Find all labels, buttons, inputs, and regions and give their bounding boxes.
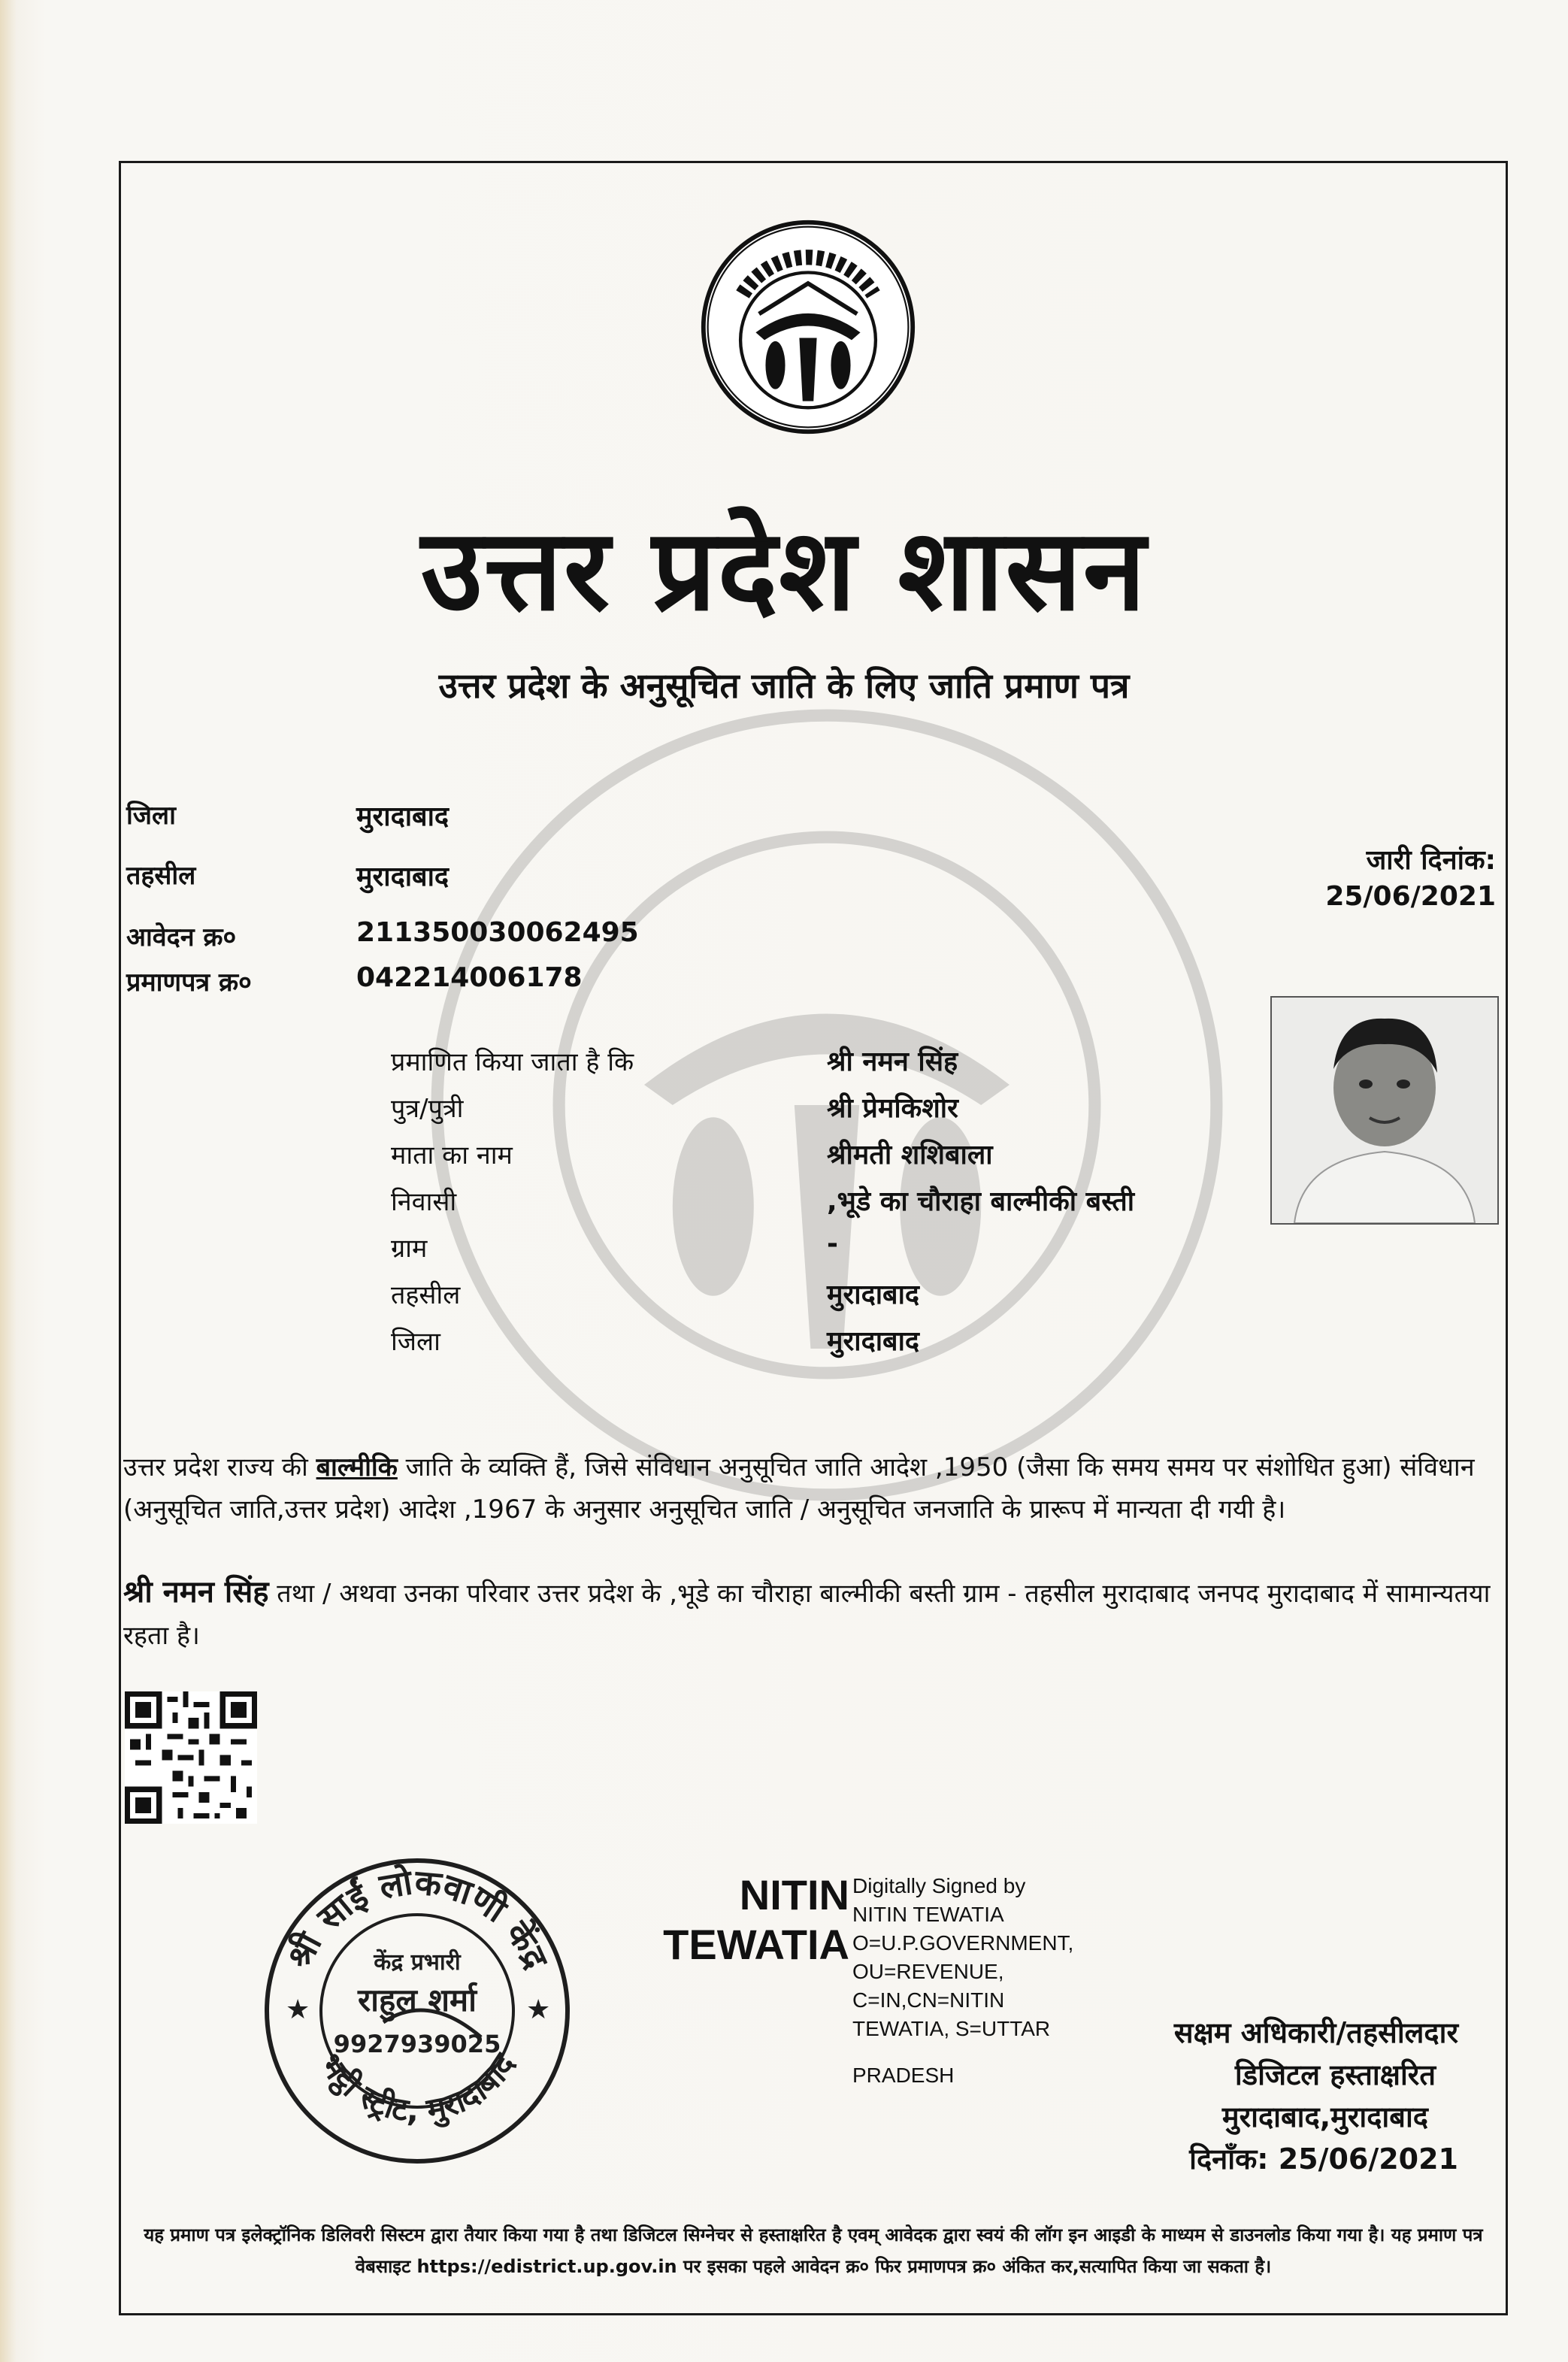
issue-date-label: जारी दिनांक: <box>1366 845 1496 876</box>
stamp-line3: राहुल शर्मा <box>357 1982 477 2018</box>
svg-text:भट्ठी स्ट्रीट, मुरादाबाद <box>312 2046 523 2130</box>
tehsil-value: मुरादाबाद <box>356 862 450 892</box>
stamp-line1: श्री साईं लोकवाणी केंद्र <box>277 1861 557 1975</box>
person-value: - <box>827 1228 838 1259</box>
officer-digital-signed: डिजिटल हस्ताक्षरित <box>1234 2058 1436 2091</box>
signature-detail: O=U.P.GOVERNMENT, <box>852 1931 1074 1955</box>
page-title: उत्तर प्रदेश शासन <box>420 505 1148 636</box>
signature-detail: Digitally Signed by <box>852 1874 1026 1897</box>
application-number-value: 211350030062495 <box>356 917 639 948</box>
officer-location: मुरादाबाद,मुरादाबाद <box>1221 2100 1428 2133</box>
body-text: तथा / अथवा उनका परिवार उत्तर प्रदेश के ,भूडे का चौराहा बाल्मीकी बस्ती ग्राम - तहसील मुरादाबाद जनपद मुरादाबाद में सामान्यतया रहता है। <box>123 1579 1491 1651</box>
signature-detail: C=IN,CN=NITIN <box>852 1988 1005 2012</box>
tehsil-label: तहसील <box>126 861 196 891</box>
certificate-number-label: प्रमाणपत्र क्र० <box>126 968 252 998</box>
stamp-line5: भट्ठी स्ट्रीट, मुरादाबाद <box>311 2046 522 2129</box>
district-value: मुरादाबाद <box>356 801 450 832</box>
person-value: श्रीमती शशिबाला <box>827 1140 993 1170</box>
person-label: निवासी <box>391 1187 457 1217</box>
person-label: ग्राम <box>391 1234 428 1264</box>
signer-name-line1: NITIN <box>739 1871 849 1918</box>
person-label: प्रमाणित किया जाता है कि <box>391 1047 634 1077</box>
residence-paragraph <box>123 1571 1503 1657</box>
signature-detail: TEWATIA, S=UTTAR <box>852 2017 1051 2040</box>
issue-date-value: 25/06/2021 <box>1325 881 1496 912</box>
applicant-photo <box>1270 996 1499 1225</box>
certificate-body-paragraph <box>123 1446 1503 1531</box>
person-value: श्री प्रेमकिशोर <box>827 1093 958 1124</box>
officer-designation: सक्षम अधिकारी/तहसीलदार <box>1173 2016 1458 2049</box>
application-number-label: आवेदन क्र० <box>126 922 237 952</box>
person-label: पुत्र/पुत्री <box>391 1094 464 1124</box>
person-name-bold: श्री नमन सिंह <box>123 1575 269 1609</box>
body-text: उत्तर प्रदेश राज्य की <box>123 1452 316 1482</box>
qr-code <box>125 1691 257 1824</box>
stamp-line2: केंद्र प्रभारी <box>374 1949 461 1976</box>
star-icon: ★ <box>526 1994 551 2025</box>
footer-note: यह प्रमाण पत्र इलेक्ट्रॉनिक डिलिवरी सिस्टम द्वारा तैयार किया गया है तथा डिजिटल सिग्नेचर से हस्ताक्षरित है एवम् आवेदक द्वारा स्वयं की लॉग इन आइडी के माध्यम से डाउनलोड किया गया है। यह प्रमाण पत्र वेबसाइट https://edistrict.up.gov.in पर इसका पहले आवेदन क्र० फिर प्रमाणपत्र क्र० अंकित कर,सत्यापित किया जा सकता है। <box>144 2224 1483 2277</box>
person-value: मुरादाबाद <box>827 1279 920 1310</box>
signature-details <box>852 1872 1100 2090</box>
person-label: तहसील <box>391 1280 461 1310</box>
person-value: श्री नमन सिंह <box>827 1046 958 1077</box>
stamp-line4: 9927939025 <box>333 2030 501 2058</box>
certificate-subtitle: उत्तर प्रदेश के अनुसूचित जाति के लिए जाति प्रमाण पत्र <box>438 665 1130 706</box>
person-value: मुरादाबाद <box>827 1326 920 1357</box>
officer-date: दिनाँक: 25/06/2021 <box>1189 2142 1458 2176</box>
district-label: जिला <box>126 801 176 831</box>
person-label: माता का नाम <box>391 1140 513 1170</box>
star-icon: ★ <box>286 1994 310 2025</box>
certificate-number-value: 042214006178 <box>356 962 583 993</box>
caste-name: बाल्मीकि <box>316 1452 398 1482</box>
signature-detail: PRADESH <box>852 2064 955 2087</box>
signature-detail: OU=REVENUE, <box>852 1960 1004 1983</box>
officer-block <box>1082 2012 1458 2180</box>
body-text: जाति के व्यक्ति हैं, जिसे संविधान अनुसूचित जाति आदेश ,1950 (जैसा कि समय समय पर संशोधित हुआ) संविधान (अनुसूचित जाति,उत्तर प्रदेश) आदेश ,1967 के अनुसार अनुसूचित जाति / अनुसूचित जनजाति के प्रारूप में मान्यता दी गयी है। <box>123 1452 1475 1525</box>
signer-name-line2: TEWATIA <box>663 1921 849 1968</box>
up-government-emblem-icon <box>699 218 917 436</box>
person-value: ,भूडे का चौराहा बाल्मीकी बस्ती <box>827 1186 1135 1217</box>
person-label: जिला <box>391 1327 440 1357</box>
rubber-stamp <box>256 1849 579 2173</box>
signature-detail: NITIN TEWATIA <box>852 1903 1004 1926</box>
